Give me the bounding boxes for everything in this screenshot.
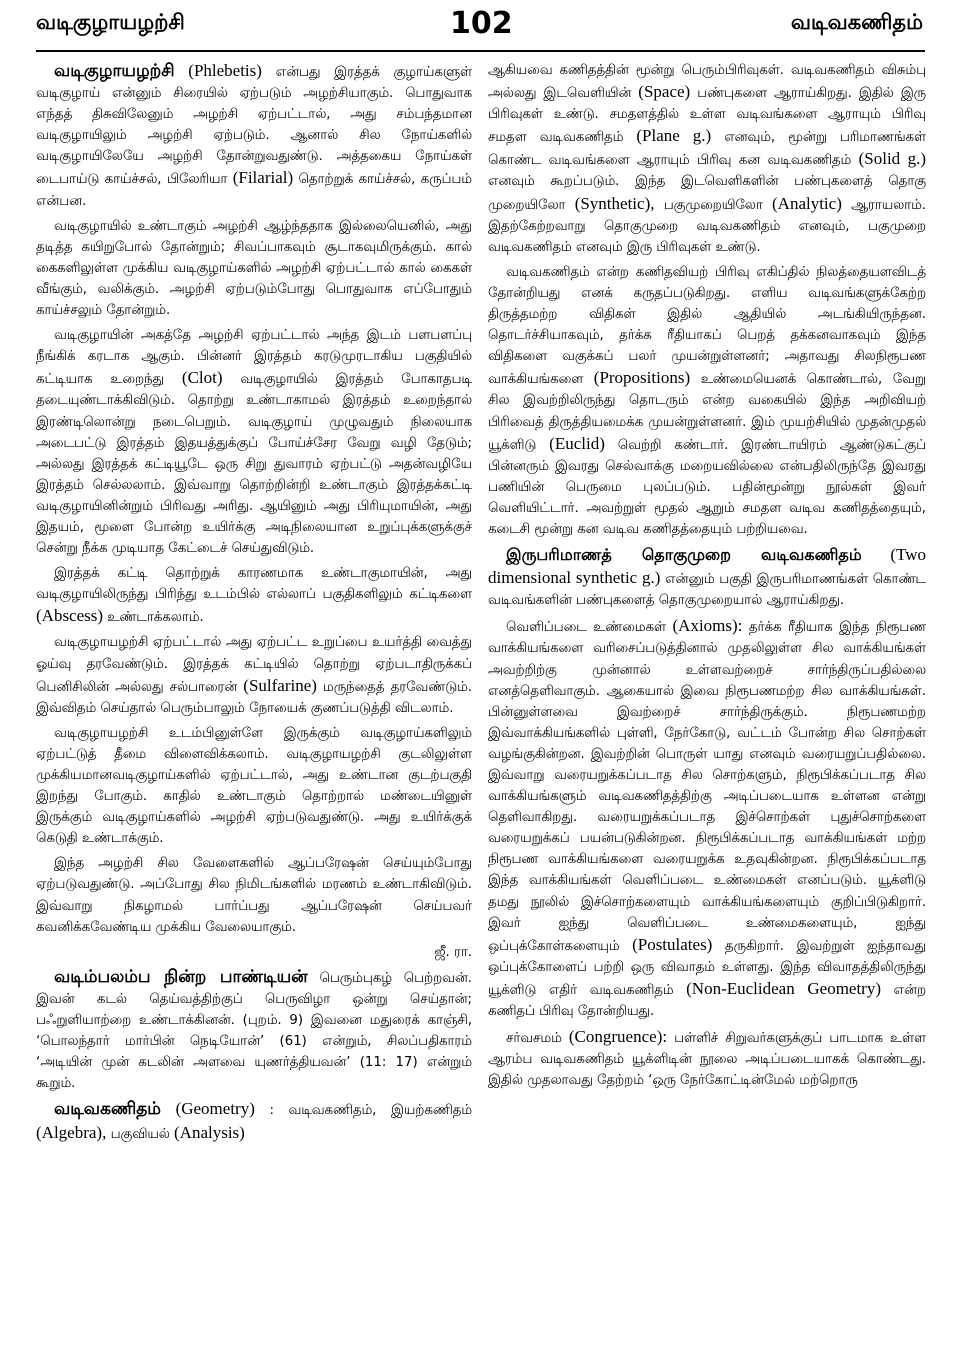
paragraph-text: உண்டாக்கலாம். — [107, 610, 204, 626]
english-term: (Postulates) — [632, 934, 713, 954]
subsection-two-dimensional — [488, 544, 926, 611]
english-term: (Euclid) — [549, 433, 605, 453]
english-term: (Phlebetis) — [188, 61, 262, 80]
english-term: (Propositions) — [593, 368, 691, 388]
subsection-congruence — [488, 1026, 926, 1091]
english-term: (Synthetic), — [574, 193, 655, 213]
entry-phlebitis-intro — [36, 60, 472, 212]
paragraph-text: தர்க்க ரீதியாக இந்த நிரூபண வாக்கியங்களை வரிசைப்படுத்தினால் முதலிலுள்ள சில வாக்கியங்கள் அவற்றிற்கு முன்னால் உள்ளவற்றைச் சார்ந்திருப்பதில்லை எனத்தெளிவாகும். ஆகையால் இவை நிரூபணமற்ற சில வாக்கியங்கள். பின்னுள்ளவை இவற்றைச் சார்ந்திருக்கும். நிரூபணமற்ற இவ்வாக்கியங்களில் புள்ளி, நேர்கோடு, வட்டம் போன்ற சில சொற்கள் வழங்குகின்றன. இவற்றின் பொருள் யாது எனவும் வரையறுப்பதில்லை. இவ்வாறு வரையறுக்கப்படாத சில சொற்களும், நிரூபிக்கப்படாத சில வாக்கியங்களும் வடிவகணிதத்திற்கு அடிப்படையாக உள்ளன என்று தெளிவாகிறது. வரையறுக்கப்படாத இச்சொற்கள் புதுச்சொற்களை வரையறுக்கப் பயன்படுகின்றன. நிரூபிக்கப்படாத வாக்கியங்கள் மற்ற நிரூபண வாக்கியங்களை வரையறுக்க உதவுகின்றன. நிரூபிக்கப்படாத இந்த வாக்கியங்கள் வெளிப்படை உண்மைகள் எனப்படும். யூக்ளிடு தமது நூலில் இச்சொற்களையும் வாக்கியங்களையும் குறிப்பிடுகிறார். இவர் ஐந்து வெளிப்படை உண்மைகளையும், ஐந்து ஒப்புக்கோள்களையும் — [488, 620, 926, 954]
paragraph-text: வடிகுழாயின் அகத்தே அழற்சி ஏற்பட்டால் அந்த இடம் பளபளப்பு நீங்கிக் கரடாக ஆகும். பின்னர் இரத்தம் கரடுமுரடாகிய பகுதியில் கட்டியாக உறைந்து — [36, 328, 472, 388]
right-column — [488, 60, 926, 1355]
paragraph: வடிகுழாயில் உண்டாகும் அழற்சி ஆழ்ந்ததாக இல்லையெனில், அது தடித்த கயிறுபோல் தோன்றும்; சிவப்பாகவும் சூடாகவுமிருக்கும். கால் கைகளிலுள்ள முக்கிய வடிகுழாய்களில் அழற்சி ஏற்பட்டால் கால் கைகள் வீங்கும், வலிக்கும். அழற்சி ஏற்படும்போது பொதுவாக எப்போதும் காய்ச்சலும் தோன்றும். — [36, 218, 472, 319]
english-term: (Space) — [638, 82, 691, 102]
english-term: (Filarial) — [232, 168, 294, 188]
running-head-left: வடிகுழாயழற்சி — [36, 10, 185, 34]
entry-geometry — [36, 1098, 472, 1144]
english-term: (Clot) — [181, 368, 223, 388]
paragraph-text: ஆராயலாம். இதற்கேற்றவாறு தொகுமுறை வடிவகணிதம் எனவும், பகுமுறை வடிவகணிதம் எனவும் இரு பிரிவுகள் உண்டு. — [488, 197, 926, 255]
paragraph-text: பெரும்புகழ் பெற்றவன். இவன் கடல் தெய்வத்திற்குப் பெருவிழா ஒன்று செய்தான்; பஃறுளியாற்றை உண்டாக்கினன். (புறம். 9) இவனை மதுரைக் காஞ்சி, ‘பொலந்தார் மார்பின் நெடியோன்’ (61) என்றும், சிலப்பதிகாரம் ‘அடியின் முன் கடலின் அளவை யுணர்த்தியவன்’ (11: 17) என்றும் கூறும். — [36, 970, 472, 1092]
paragraph-text: பண்புகளை ஆராய்கிறது. இதில் இரு பிரிவுகள் உண்டு. சமதளத்தில் உள்ள வடிவங்களை ஆராயும் பிரிவு சமதள வடிவகணிதம் — [488, 86, 926, 146]
paragraph-text: வடிகுழாயில் இரத்தம் போகாதபடி தடையுண்டாக்கிவிடும். தொற்று உண்டாகாமல் இரத்தம் உறைந்தால் இரண்டிலொன்று நடைபெறும். வடிகுழாய் முழுவதும் நிலையாக அடைபட்டு இரத்தம் இதயத்துக்குப் போய்ச்சேர வேறு வழி தேடும்; அல்லது இரத்தக் கட்டியூடே ஒரு சிறு துவாரம் ஏற்பட்டு அதன்வழியே இரத்தம் செல்லலாம். இவ்வாறு தொற்றின்றி உண்டாகும் இரத்தக்கட்டி வடிகுழாயினின்றும் பிரிவது அரிது. ஆயினும் அது பிரியுமாயின், அது இதயம், மூளை போன்ற உயிர்க்கு அடிநிலையான உறுப்புக்களுக்குச் சென்று நீக்க முடியாத கேட்டைச் செய்துவிடும். — [36, 372, 472, 557]
paragraph-text: தொற்றுக் காய்ச்சல், கருப்பம் என்பன. — [36, 172, 472, 209]
paragraph-text: உண்மையெனக் கொண்டால், வேறு சில இவற்றிலிருந்து தொடரும் என்ற வகையில் இந்த அறிவியற் பிரிவைத் திருத்தியமைக்க முயன்றுள்ளனர். இம் முயற்சியில் முதன்முதல் யூக்ளிடு — [488, 372, 926, 453]
english-term: (Abscess) — [36, 606, 104, 626]
paragraph-text: என்னும் பகுதி இருபரிமாணங்கள் கொண்ட வடிவங்களின் பண்புகளைத் தொகுமுறையால் ஆராய்கிறது. — [488, 572, 926, 609]
entry-term: வடிவகணிதம் — [54, 1099, 161, 1120]
english-term: (Congruence): — [568, 1027, 668, 1047]
paragraph-text: : வடிவகணிதம், இயற்கணிதம் — [269, 1103, 472, 1119]
paragraph: வடிகுழாயழற்சி உடம்பினுள்ளே இருக்கும் வடிகுழாய்களிலும் ஏற்பட்டுத் தீமை விளைவிக்கலாம். வடிகுழாயழற்சி குடலிலுள்ள முக்கியமானவடிகுழாய்களில் ஏற்பட்டால், அது உண்டான குடற்பகுதி இறந்து போகும். காதில் உண்டாகும் தொற்றால் மண்டையினுள் இருக்கும் வடிகுழாய்களில் அழற்சி ஏற்படுவதுண்டு. அது உயிர்க்குக் கெடுதி உண்டாக்கும். — [36, 725, 472, 847]
paragraph-text: எனவும், மூன்று பரிமாணங்கள் கொண்ட வடிவங்களை ஆராயும் பிரிவு கன வடிவகணிதம் — [488, 130, 926, 169]
subsection-heading: இருபரிமாணத் தொகுமுறை வடிவகணிதம் — [506, 545, 862, 565]
author-initials: ஜீ. ரா. — [434, 944, 472, 960]
paragraph-text: மருந்தைத் தரவேண்டும். இவ்விதம் செய்தால் பெரும்பாலும் நோயைக் குணப்படுத்தி விடலாம். — [36, 679, 472, 716]
paragraph — [36, 563, 472, 628]
english-term: (Analysis) — [174, 1122, 245, 1142]
paragraph: இந்த அழற்சி சில வேளைகளில் ஆப்பரேஷன் செய்யும்போது ஏற்படுவதுண்டு. அப்போது சில நிமிடங்களில் மரணம் உண்டாகிவிடும். இவ்வாறு நிகழாமல் பார்ப்பது ஆப்பரேஷன் செய்பவர் கவனிக்கவேண்டிய முக்கிய வேலையாகும். — [36, 856, 472, 935]
running-head-right: வடிவகணிதம் — [790, 10, 923, 34]
paragraph-text: பள்ளிச் சிறுவர்களுக்குப் பாடமாக உள்ள ஆரம்ப வடிவகணிதம் யூக்ளிடின் நூலை அடிப்படையாகக் கொண்டது. இதில் முதலாவது தேற்றம் ‘ஒரு நேர்கோட்டின்மேல் மற்றொரு — [488, 1031, 926, 1089]
paragraph — [488, 262, 926, 540]
paragraph-text: இரத்தக் கட்டி தொற்றுக் காரணமாக உண்டாகுமாயின், அது வடிகுழாயிலிருந்து பிரிந்து உடம்பில் எல்லாப் பகுதிகளிலும் கட்டிகளை — [36, 566, 472, 603]
entry-pandiyan — [36, 967, 472, 1095]
paragraph-text: எனவும் கூறப்படும். இந்த இடவெளிகளின் பண்புகளைத் தொகு முறையிலோ — [488, 174, 926, 213]
paragraph-text: வடிவகணிதம் என்ற கணிதவியற் பிரிவு எகிப்தில் நிலத்தையளவிடத் தோன்றியது எனக் கருதப்படுகிறது. எளிய வடிவங்களுக்கேற்ற திருத்தமற்ற விதிகள் இதில் ஆதியில் அடங்கியிருந்தன. தொடர்ச்சியாகவும், தர்க்க ரீதியாகப் பெறத் தக்கனவாகவும் இந்த விதிகளை வகுக்கப் பலர் முயன்றுள்ளனர்; அதாவது சிலநிரூபண வாக்கியங்களை — [488, 264, 926, 388]
english-term: (Axioms): — [672, 616, 743, 636]
paragraph-text: என்ற கணிதப் பிரிவு தோன்றியது. — [488, 982, 926, 1020]
english-term: (Solid g.) — [858, 149, 926, 169]
paragraph — [488, 60, 926, 258]
english-term: (Two dimensional synthetic g.) — [488, 545, 926, 588]
page-header — [0, 0, 959, 52]
paragraph — [36, 325, 472, 559]
english-term: (Plane g.) — [636, 126, 712, 146]
paragraph-text: வெளிப்படை உண்மைகள் — [506, 620, 666, 636]
left-column — [36, 60, 472, 1355]
english-term: (Non-Euclidean Geometry) — [686, 978, 882, 998]
entry-term: வடிம்பலம்ப நின்ற பாண்டியன் — [54, 966, 308, 987]
paragraph-text: என்பது இரத்தக் குழாய்களுள் வடிகுழாய் என்னும் சிரையில் ஏற்படும் அழற்சியாகும். பொதுவாக எந்தத் திசுவிலேனும் அழற்சி ஏற்பட்டால், அது சம்பந்தமான வடிகுழாயிலும் அழற்சி ஏற்படும். ஆனால் சில நோய்களில் வடிகுழாயிலேயே அழற்சி தோன்றுவதுண்டு. அத்தகைய நோய்கள் டைபாய்டு காய்ச்சல், பிலேரியா — [36, 65, 472, 188]
english-term: (Sulfarine) — [243, 675, 317, 695]
paragraph-text: தருகிறார். இவற்றுள் ஐந்தாவது ஒப்புக்கோளைப் பற்றி ஒரு விவாதம் உள்ளது. இந்த விவாதத்திலிருந்து யூக்ளிடு எதிர் வடிவகணிதம் — [488, 938, 926, 998]
paragraph — [36, 632, 472, 718]
paragraph-text: பகுமுறையிலோ — [663, 197, 763, 213]
paragraph-text: பகுவியல் — [110, 1126, 170, 1142]
paragraph-text: ஆகியவை கணிதத்தின் மூன்று பெரும்பிரிவுகள். வடிவகணிதம் விசும்பு அல்லது இடவெளியின் — [488, 63, 926, 102]
header-rule — [36, 50, 925, 52]
english-term: (Algebra), — [36, 1122, 107, 1142]
paragraph-text: வடிகுழாயழற்சி ஏற்பட்டால் அது ஏற்பட்ட உறுப்பை உயர்த்தி வைத்து ஓய்வு தரவேண்டும். இரத்தக் கட்டியில் தொற்று ஏற்படாதிருக்கப் பெனிசிலின் அல்லது சல்பாரைன் — [36, 635, 472, 695]
english-term: (Analytic) — [772, 193, 842, 213]
english-term: (Geometry) — [175, 1099, 255, 1119]
subsection-axioms — [488, 615, 926, 1022]
paragraph-text: வெற்றி கண்டார். இரண்டாயிரம் ஆண்டுகட்குப் பின்னரும் இவரது செல்வாக்கு மறையவில்லை என்பதிலிருந்தே இவரது பணியின் பெருமை புலப்படும். பதின்மூன்று நூல்கள் இவர் வெளியிட்டார். அவற்றுள் மூதல் ஆறும் சமதள வடிவ கணிதத்தையும், கடைசி மூன்று கன வடிவ கணிதத்தையும் பற்றியவை. — [488, 437, 926, 537]
entry-term: வடிகுழாயழற்சி — [54, 61, 175, 81]
paragraph-text: சர்வசமம் — [506, 1031, 562, 1047]
page-number: 102 — [450, 6, 513, 41]
